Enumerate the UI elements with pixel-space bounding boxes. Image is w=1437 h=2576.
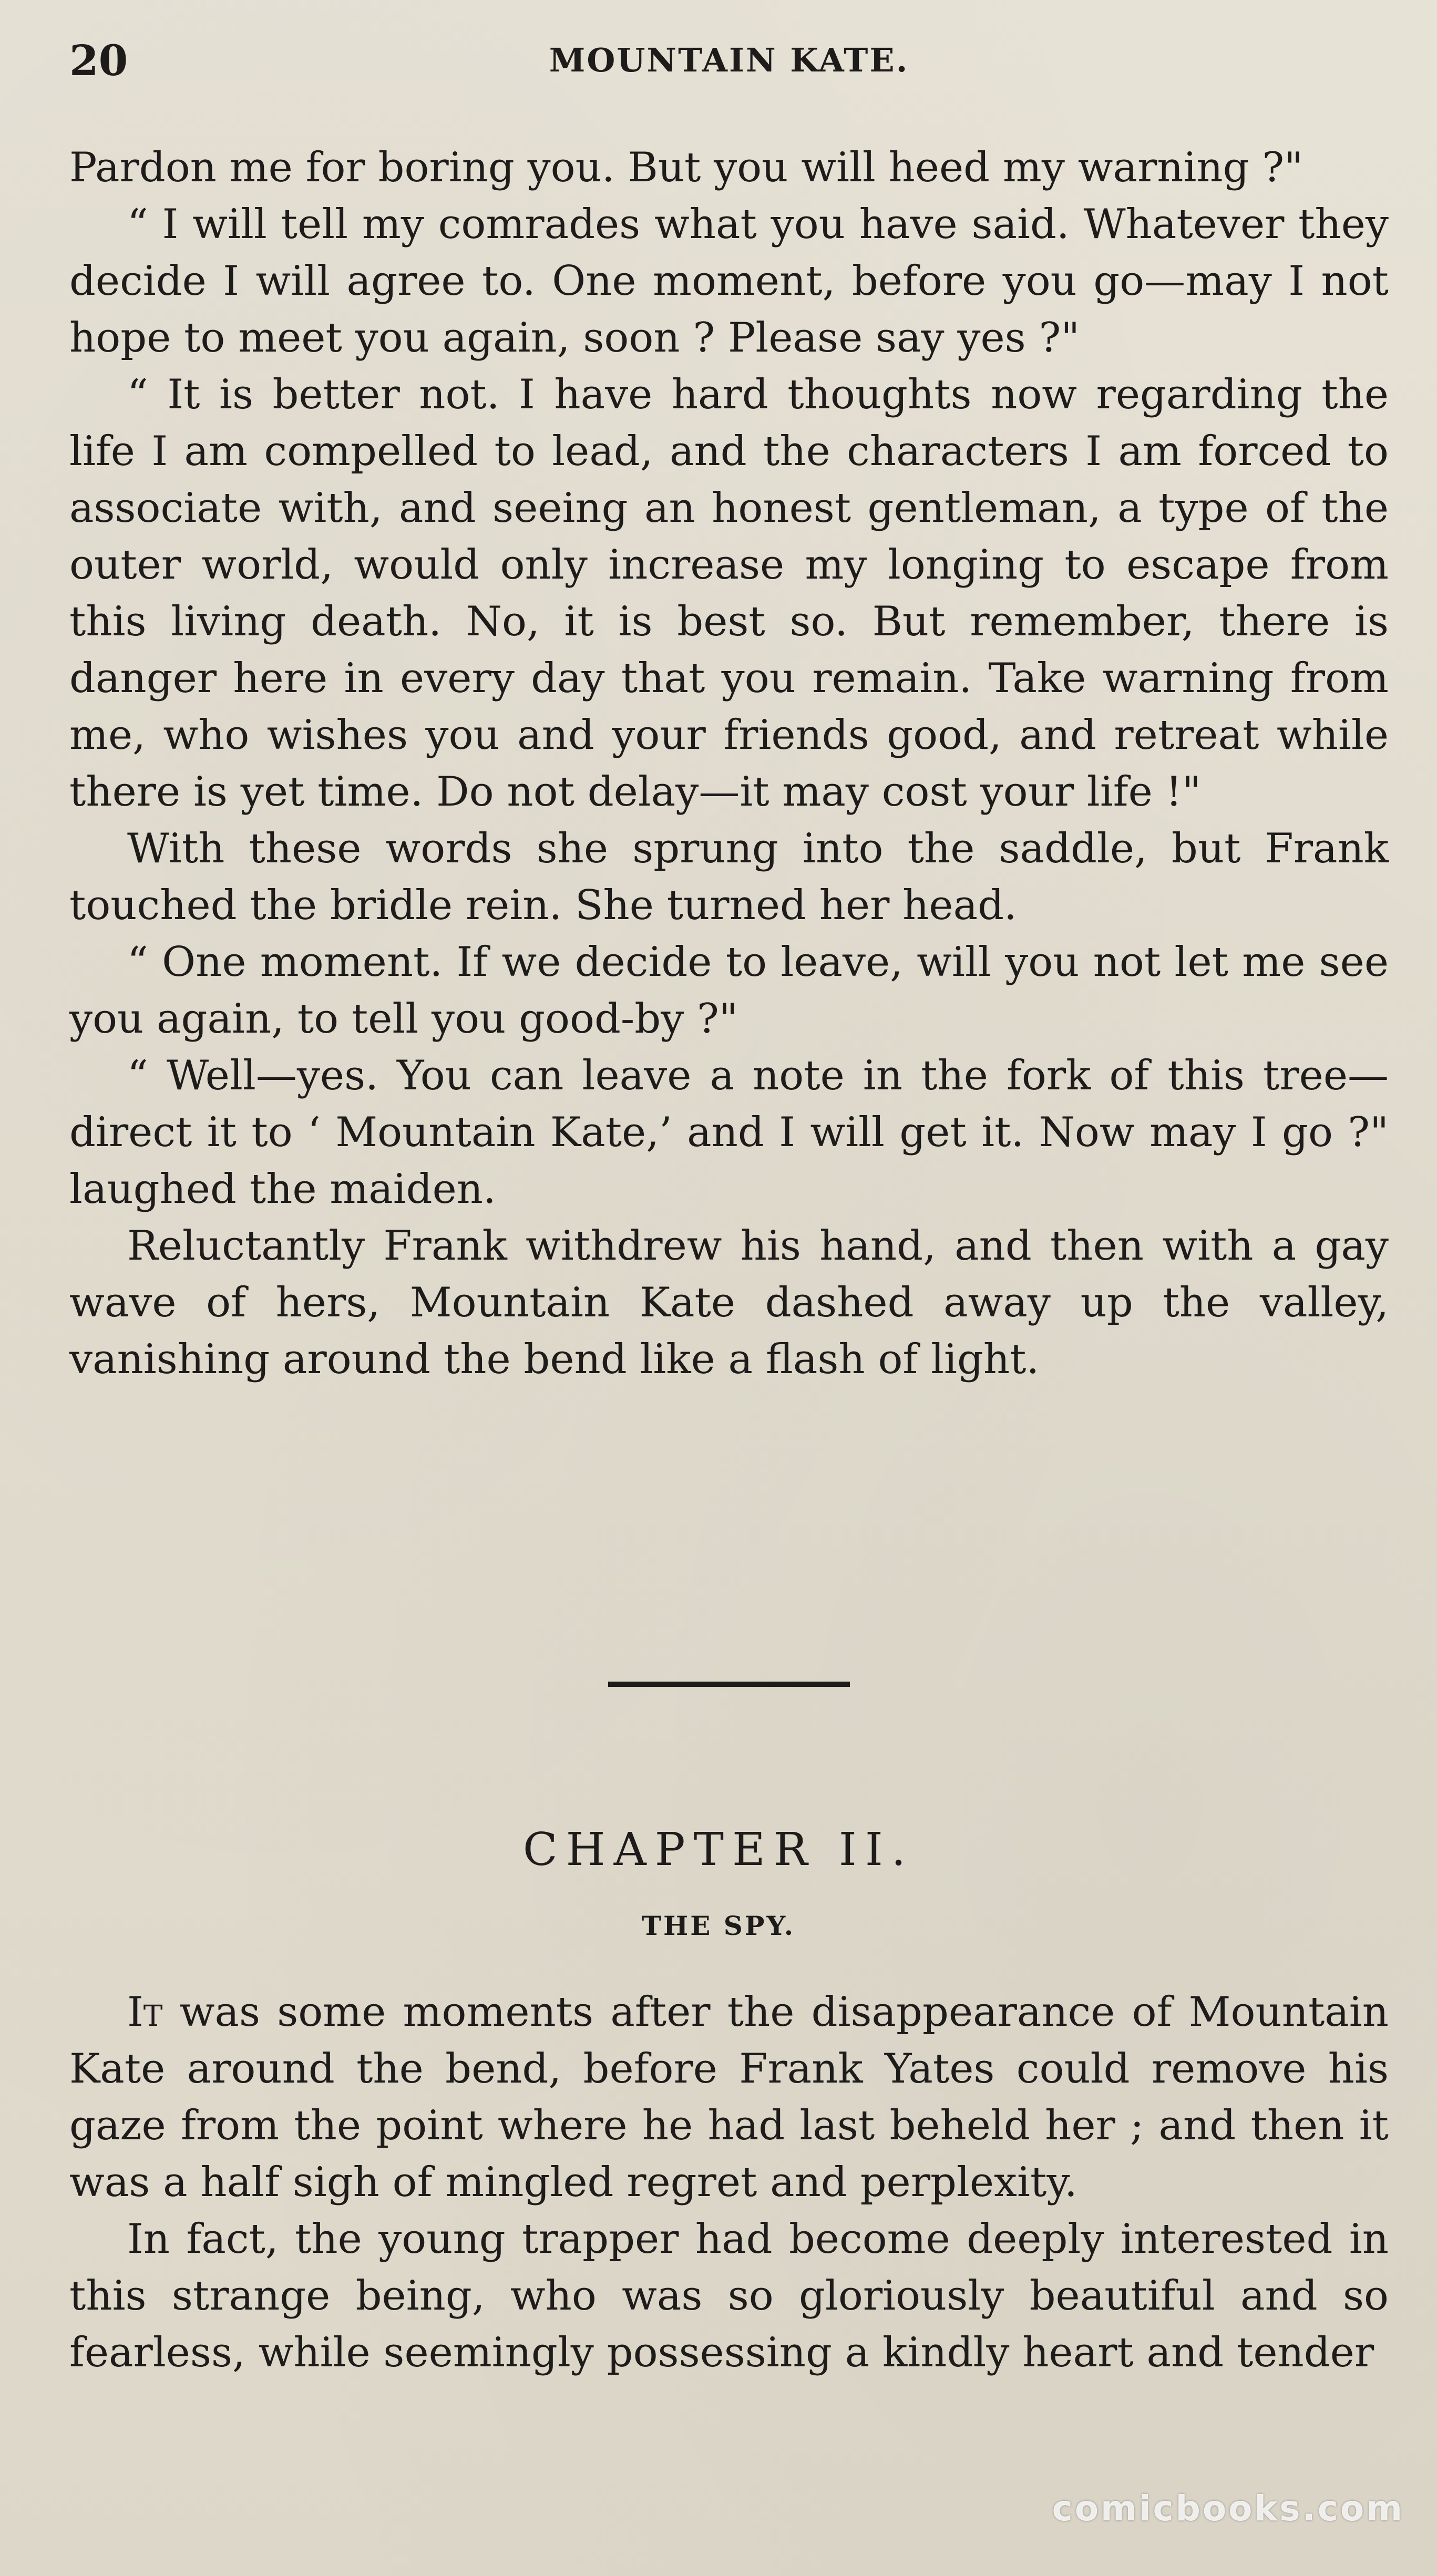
paragraph: Pardon me for boring you. But you will heed my warning ?" [69,144,1303,191]
paragraph: In fact, the young trapper had become deeply interested in this strange being, who was so gloriously beautiful and so fearless, while seemingly possessing a kindly heart and tender [69,2216,1389,2376]
paragraph [69,1984,1389,2211]
page-number: 20 [69,36,128,85]
paragraph: “ I will tell my comrades what you have said. Whatever they decide I will agree to. One moment, before you go—may I not hope to meet you again, soon ? Please say yes ?" [69,201,1389,362]
chapter-heading: CHAPTER II. [522,1823,915,1876]
paragraph: “ It is better not. I have hard thoughts now regarding the life I am compelled to lead, and the characters I am forced to associate with, and seeing an honest gentleman, a type of the outer world, would only increase my longing to escape from this living death. No, it is best so. But remember, there is danger here in every day that you remain. Take warning from me, who wishes you and your friends good, and retreat while there is yet time. Do not delay—it may cost your life !" [69,371,1389,816]
chapter-title: THE SPY. [641,1910,796,1941]
body-text-part2 [69,1984,1389,2381]
watermark: comicbooks.com [1052,2488,1404,2529]
paragraph: “ One moment. If we decide to leave, will you not let me see you again, to tell you good-by ?" [69,939,1389,1043]
paragraph: Reluctantly Frank withdrew his hand, and then with a gay wave of hers, Mountain Kate dashed away up the valley, vanishing around the bend like a flash of light. [69,1222,1389,1383]
drop-word: It [127,1988,163,2036]
body-text-part1 [69,139,1389,1388]
paragraph-text: was some moments after the disappearance of Mountain Kate around the bend, before Frank Yates could remove his gaze from the point where he had last beheld her ; and then it was a half sigh of mingled regret and perplexity. [69,1988,1389,2206]
section-divider-rule [608,1682,850,1687]
running-title: MOUNTAIN KATE. [549,41,909,79]
page-header [69,32,1389,89]
paragraph: With these words she sprung into the saddle, but Frank touched the bridle rein. She turned her head. [69,825,1389,929]
paragraph: “ Well—yes. You can leave a note in the fork of this tree—direct it to ‘ Mountain Kate,’ and I will get it. Now may I go ?" laughed the maiden. [69,1052,1389,1213]
